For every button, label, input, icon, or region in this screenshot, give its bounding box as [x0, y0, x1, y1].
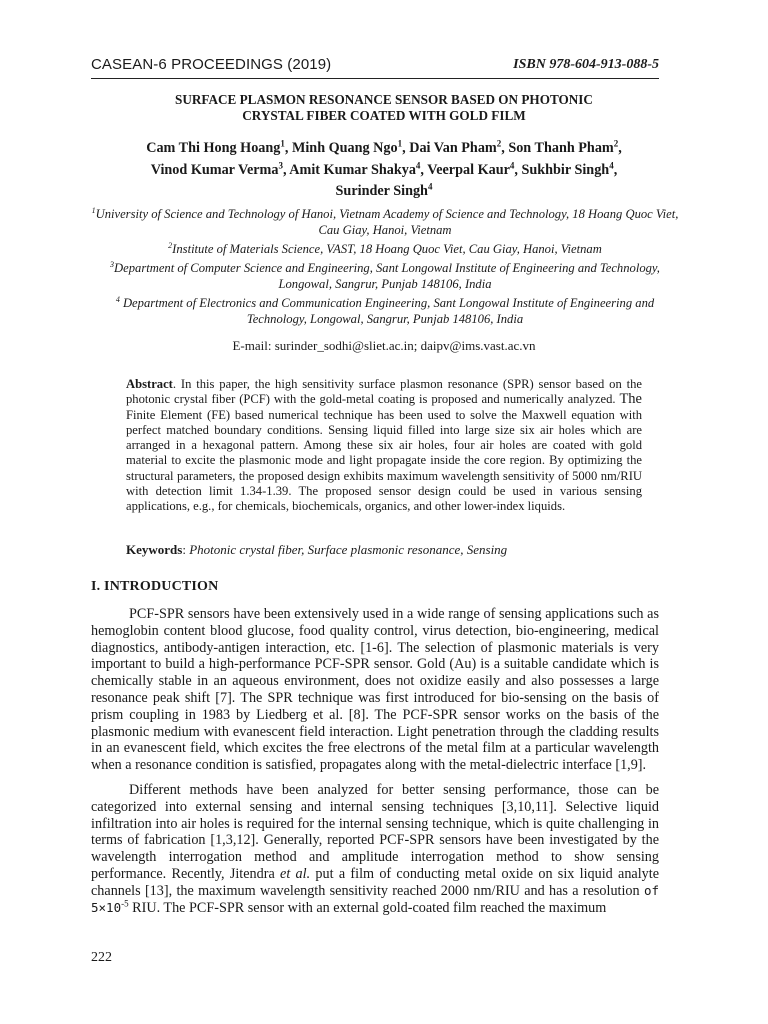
author-name: Surinder Singh — [335, 183, 428, 199]
affiliation-number: 3 — [110, 259, 115, 269]
title-line-2: CRYSTAL FIBER COATED WITH GOLD FILM — [242, 108, 526, 123]
contact-email: E-mail: surinder_sodhi@sliet.ac.in; daipv@ims.vast.ac.vn — [232, 338, 536, 353]
author-separator: , — [284, 140, 292, 156]
author-line-1 — [60, 138, 708, 160]
author-affiliation-mark: 2 — [613, 138, 619, 149]
keywords-colon: : — [182, 542, 190, 557]
section-heading: I. INTRODUCTION — [91, 579, 219, 594]
abstract-label: Abstract — [126, 377, 173, 391]
affiliation-number: 2 — [168, 240, 173, 250]
affiliation-list — [90, 206, 680, 330]
affiliation-item — [90, 241, 680, 257]
author-separator: , — [282, 161, 290, 178]
et-al: et al. — [280, 865, 311, 882]
author-affiliation-mark: 4 — [427, 181, 433, 192]
paragraph-2-text-a: Different methods have been analyzed for better sensing performance, those can be categorized into external sensing and internal sensing techniques [3,10,11]. Selective liquid infiltration into air holes is required for the internal sensing technique, which is quite challenging in terms of fabrication [1,3,12]. Generally, reported PCF-SPR sensors have been investigated by the wavelength interrogation method and amplitude interrogation method to show sensing performance. Recently, Jitendra — [91, 781, 659, 882]
isbn: ISBN 978-604-913-088-5 — [513, 57, 659, 72]
author-name: Cam Thi Hong Hoang — [146, 140, 281, 156]
author-affiliation-mark: 4 — [415, 159, 421, 170]
author-name: Dai Van Pham — [409, 140, 497, 156]
author-line-2 — [60, 160, 708, 182]
author-separator: , — [514, 161, 522, 178]
author-name: Son Thanh Pham — [508, 140, 614, 156]
author-separator: , — [613, 161, 618, 178]
author-list — [60, 138, 708, 203]
affiliation-text: Institute of Materials Science, VAST, 18 Hoang Quoc Viet, Cau Giay, Hanoi, Vietnam — [172, 242, 602, 256]
author-affiliation-mark: 1 — [280, 138, 285, 149]
author-name: Amit Kumar Shakya — [289, 161, 416, 178]
abstract-text-part-1: . In this paper, the high sensitivity surface plasmon resonance (SPR) sensor based on the photonic crystal fiber (PCF) with the gold-metal coating is proposed and numerically analyzed. — [126, 377, 642, 407]
affiliation-text: University of Science and Technology of Hanoi, Vietnam Academy of Science and Technology, 18 Hoang Quoc Viet, Cau Giay, Hanoi, Vietnam — [95, 207, 679, 237]
affiliation-text: Department of Computer Science and Engineering, Sant Longowal Institute of Engineering and Technology, Longowal, Sangrur, Punjab 148106, India — [114, 261, 660, 291]
author-affiliation-mark: 2 — [496, 138, 502, 149]
author-name: Veerpal Kaur — [427, 161, 510, 178]
paragraph-2 — [91, 782, 659, 916]
keywords-text: Photonic crystal fiber, Surface plasmonic resonance, Sensing — [189, 542, 508, 557]
title-line-1: SURFACE PLASMON RESONANCE SENSOR BASED ON PHOTONIC — [175, 92, 593, 107]
abstract — [126, 377, 642, 515]
author-name: Minh Quang Ngo — [291, 140, 398, 156]
paragraph-2-text-c: RIU. The PCF-SPR sensor with an external gold-coated film reached the maximum — [128, 899, 607, 916]
author-affiliation-mark: 4 — [609, 159, 614, 170]
affiliation-item — [90, 295, 680, 327]
affiliation-text: Department of Electronics and Communication Engineering, Sant Longowal Institute of Engineering and Technology, Longowal, Sangrur, Punjab 148106, India — [119, 296, 655, 326]
abstract-the-word: The — [619, 391, 642, 408]
author-affiliation-mark: 3 — [278, 159, 283, 170]
affiliation-item — [90, 206, 680, 238]
author-name: Sukhbir Singh — [521, 161, 610, 178]
affiliation-item — [90, 260, 680, 292]
paragraph-2-text-b: put a film of conducting metal oxide on six liquid analyte channels [13], the maximum wavelength sensitivity reached 2000 nm/RIU and has a resolution — [91, 865, 659, 899]
page-number: 222 — [91, 950, 112, 965]
affiliation-number: 1 — [91, 205, 96, 215]
keywords — [126, 542, 642, 558]
author-separator: , — [618, 140, 622, 156]
author-name: Vinod Kumar Verma — [150, 161, 279, 178]
paper-title — [60, 92, 708, 124]
abstract-text-part-2: Finite Element (FE) based numerical technique has been used to solve the Maxwell equation with perfect matched boundary conditions. Sensing liquid filled into large size six air holes which are arranged in a hexagonal pattern. Among these six air holes, four air holes are coated with gold material to excite the plasmonic mode and light propagate inside the core region. By optimizing the structural parameters, the proposed design exhibits maximum wavelength sensitivity of 5000 nm/RIU with detection limit 1.34-1.39. The proposed sensor design could be used in various sensing applications, e.g., for chemicals, biochemicals, organics, and other lower-index liquids. — [126, 407, 642, 514]
author-separator: , — [402, 140, 410, 156]
keywords-label: Keywords — [126, 542, 183, 557]
author-separator: , — [501, 140, 509, 156]
author-affiliation-mark: 4 — [509, 159, 515, 170]
resolution-exponent: -5 — [121, 897, 129, 908]
body-text — [91, 606, 659, 924]
author-line-3 — [60, 181, 708, 203]
affiliation-number: 4 — [115, 294, 120, 304]
paragraph-1: PCF-SPR sensors have been extensively used in a wide range of sensing applications such as hemoglobin content blood glucose, food quality control, virus detection, bio-engineering, medical diagnostics, antibody-antigen interaction, etc. [1-6]. The selection of plasmonic materials is very important to build a high-performance PCF-SPR sensor. Gold (Au) is a suitable candidate which is chemically stable in an aqueous environment, does not oxidize easily and also possesses a large resonance peak shift [7]. The SPR technique was first introduced for bio-sensing on the basis of prism coupling in 1983 by Liedberg et al. [8]. The PCF-SPR sensor works on the basis of the plasmonic medium with evanescent field interaction. Light penetration through the cladding results in an evanescent field, which excites the free electrons of the metal film at a particular wavelength when a resonance condition is satisfied, propagates along with the metal-dielectric interface [1,9]. — [91, 606, 659, 774]
author-affiliation-mark: 1 — [397, 138, 403, 149]
resolution-value: of 5×10 — [91, 882, 659, 915]
running-header — [91, 56, 659, 79]
proceedings-name: CASEAN-6 PROCEEDINGS (2019) — [91, 56, 332, 73]
author-separator: , — [420, 161, 428, 178]
